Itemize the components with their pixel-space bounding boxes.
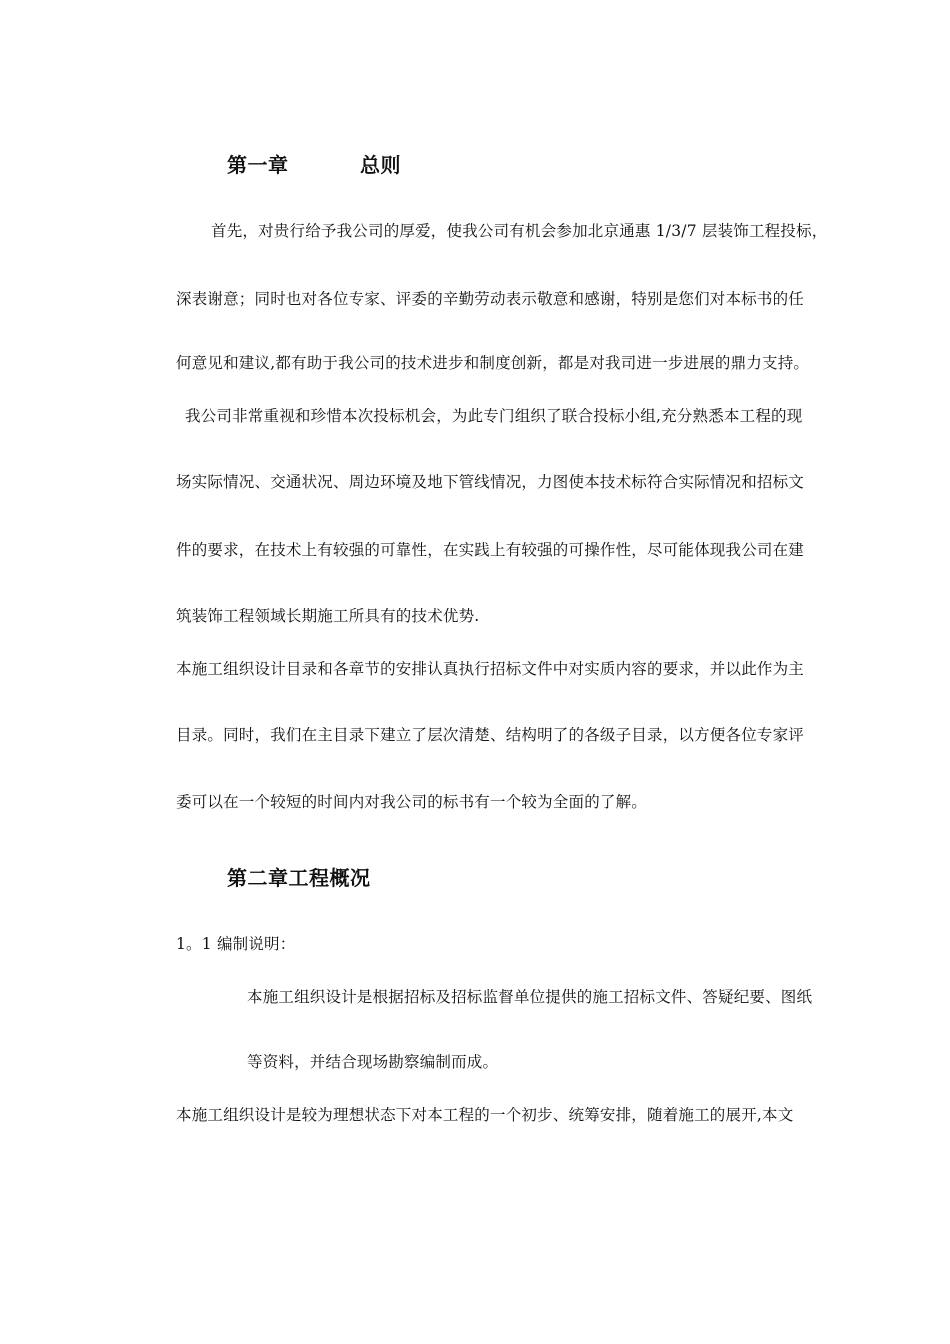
paragraph-line: 场实际情况、交通状况、周边环境及地下管线情况，力图使本技术标符合实际情况和招标文	[176, 473, 805, 491]
paragraph-line: 我公司非常重视和珍惜本次投标机会，为此专门组织了联合投标小组,充分熟悉本工程的现	[185, 407, 803, 425]
paragraph-line: 首先，对贵行给予我公司的厚爱，使我公司有机会参加北京通惠 1/3/7 层装饰工程投标，	[211, 222, 828, 240]
paragraph-line: 本施工组织设计是根据招标及招标监督单位提供的施工招标文件、答疑纪要、图纸	[247, 988, 813, 1006]
paragraph-line: 本施工组织设计是较为理想状态下对本工程的一个初步、统筹安排，随着施工的展开,本文	[176, 1106, 794, 1124]
paragraph-line: 委可以在一个较短的时间内对我公司的标书有一个较为全面的了解。	[176, 793, 648, 811]
paragraph-line: 件的要求，在技术上有较强的可靠性，在实践上有较强的可操作性，尽可能体现我公司在建	[176, 541, 805, 559]
paragraph-line: 目录。同时，我们在主目录下建立了层次清楚、结构明了的各级子目录，以方便各位专家评	[176, 726, 805, 744]
paragraph-line: 深表谢意；同时也对各位专家、评委的辛勤劳动表示敬意和感谢，特别是您们对本标书的任	[176, 290, 805, 308]
chapter-1-title: 总则	[360, 153, 401, 177]
paragraph-line: 何意见和建议,都有助于我公司的技术进步和制度创新，都是对我司进一步进展的鼎力支持。	[176, 354, 810, 372]
paragraph-line: 筑装饰工程领域长期施工所具有的技术优势.	[176, 607, 480, 625]
paragraph-line: 等资料，并结合现场勘察编制而成。	[247, 1053, 499, 1071]
chapter-1-number: 第一章	[227, 153, 289, 177]
section-heading: 1。1 编制说明：	[176, 935, 296, 953]
chapter-2-title: 第二章工程概况	[227, 866, 371, 890]
paragraph-line: 本施工组织设计目录和各章节的安排认真执行招标文件中对实质内容的要求，并以此作为主	[176, 660, 805, 678]
